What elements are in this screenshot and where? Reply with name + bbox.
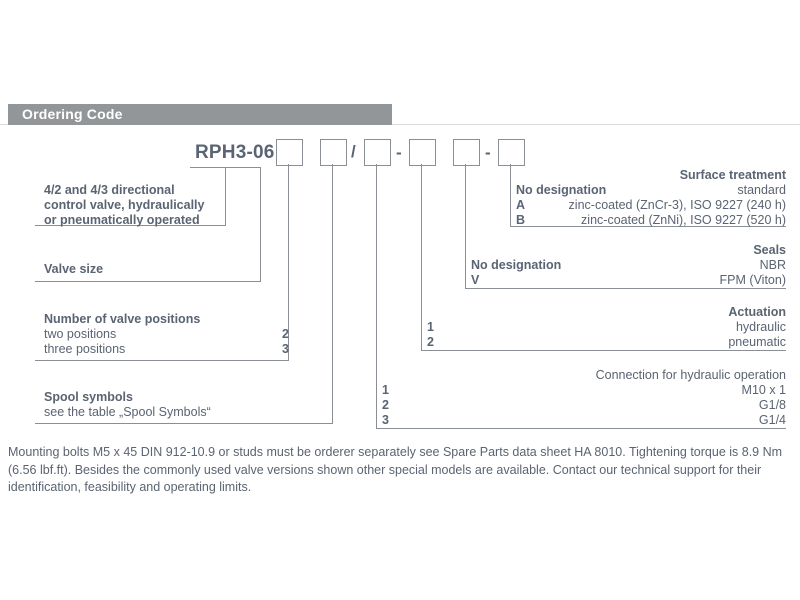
surface-treatment-value: standard — [737, 183, 786, 197]
block-actuation — [427, 305, 786, 350]
leader-surface-treatment-vertical — [510, 164, 511, 226]
valve-positions-row — [44, 342, 289, 357]
connection-value: G1/4 — [758, 413, 786, 427]
actuation-row — [427, 320, 786, 335]
valve-positions-label: three positions — [44, 342, 126, 356]
leader-valve-size-horizontal — [35, 281, 261, 282]
connection-code: 1 — [382, 383, 389, 397]
separator-dash-2: - — [485, 143, 491, 162]
seals-code: No designation — [471, 258, 562, 272]
valve-positions-row — [44, 327, 289, 342]
code-prefix: RPH3-06 — [195, 142, 275, 163]
leader-seals-vertical — [465, 164, 466, 288]
seals-value: FPM (Viton) — [719, 273, 786, 287]
leader-actuation-horizontal — [421, 350, 786, 351]
section-header-bar — [8, 104, 392, 125]
surface-treatment-row — [516, 183, 786, 198]
seals-value: NBR — [759, 258, 786, 272]
leader-actuation-vertical — [421, 164, 422, 350]
surface-treatment-code: B — [516, 213, 526, 227]
connection-value: M10 x 1 — [741, 383, 786, 397]
code-box-6[interactable] — [498, 139, 525, 166]
actuation-code: 1 — [427, 320, 434, 334]
prefix-underline-2 — [206, 167, 260, 168]
seals-row — [471, 258, 786, 273]
surface-treatment-title: Surface treatment — [679, 168, 786, 182]
block-spool-symbols — [44, 390, 211, 420]
code-box-5[interactable] — [453, 139, 480, 166]
valve-type-line-2: control valve, hydraulically — [44, 198, 205, 212]
actuation-value: hydraulic — [735, 320, 786, 334]
seals-code: V — [471, 273, 480, 287]
valve-type-line-3: or pneumatically operated — [44, 213, 200, 227]
actuation-code: 2 — [427, 335, 434, 349]
surface-treatment-row — [516, 213, 786, 228]
leader-connection-vertical — [376, 164, 377, 428]
connection-value: G1/8 — [758, 398, 786, 412]
leader-seals-horizontal — [465, 288, 786, 289]
connection-row — [382, 398, 786, 413]
connection-code: 2 — [382, 398, 389, 412]
leader-valve-size-vertical — [260, 167, 261, 281]
leader-spool-symbols-horizontal — [35, 423, 333, 424]
valve-size-title: Valve size — [44, 262, 104, 276]
separator-slash: / — [351, 142, 356, 161]
leader-spool-symbols-vertical — [332, 164, 333, 423]
code-box-2[interactable] — [320, 139, 347, 166]
valve-positions-code: 3 — [282, 342, 289, 356]
valve-positions-title: Number of valve positions — [44, 312, 201, 326]
seals-title: Seals — [753, 243, 786, 257]
surface-treatment-code: No designation — [516, 183, 607, 197]
valve-type-line-1: 4/2 and 4/3 directional — [44, 183, 175, 197]
connection-row — [382, 383, 786, 398]
block-surface-treatment — [516, 168, 786, 228]
leader-valve-type-vertical — [225, 167, 226, 225]
valve-positions-label: two positions — [44, 327, 117, 341]
leader-valve-positions-horizontal — [35, 360, 289, 361]
spool-symbols-title: Spool symbols — [44, 390, 133, 404]
seals-row — [471, 273, 786, 288]
footnote: Mounting bolts M5 x 45 DIN 912-10.9 or studs must be orderer separately see Spare Parts data sheet HA 8010. Tightening torque is 8.9 Nm (6.56 lbf.ft). Besides the commonly used valve versions shown other special models are available. Contact our technical support for their identification, feasibility and operating limits. — [8, 445, 783, 494]
valve-positions-code: 2 — [282, 327, 289, 341]
block-connection — [382, 368, 786, 428]
surface-treatment-code: A — [516, 198, 526, 212]
connection-code: 3 — [382, 413, 389, 427]
spool-symbols-subtitle: see the table „Spool Symbols“ — [44, 405, 211, 419]
connection-title: Connection for hydraulic operation — [595, 368, 786, 382]
page-title: Ordering Code — [22, 106, 123, 122]
leader-connection-horizontal — [376, 428, 786, 429]
connection-row — [382, 413, 786, 428]
block-valve-positions — [44, 312, 289, 357]
surface-treatment-value: zinc-coated (ZnCr-3), ISO 9227 (240 h) — [568, 198, 786, 212]
code-box-3[interactable] — [364, 139, 391, 166]
surface-treatment-value: zinc-coated (ZnNi), ISO 9227 (520 h) — [581, 213, 786, 227]
actuation-row — [427, 335, 786, 350]
block-seals — [471, 243, 786, 288]
actuation-value: pneumatic — [728, 335, 786, 349]
separator-dash-1: - — [396, 143, 402, 162]
actuation-title: Actuation — [728, 305, 786, 319]
surface-treatment-row — [516, 198, 786, 213]
block-valve-size — [44, 262, 103, 277]
code-box-4[interactable] — [409, 139, 436, 166]
code-box-1[interactable] — [276, 139, 303, 166]
block-valve-type — [44, 183, 204, 228]
